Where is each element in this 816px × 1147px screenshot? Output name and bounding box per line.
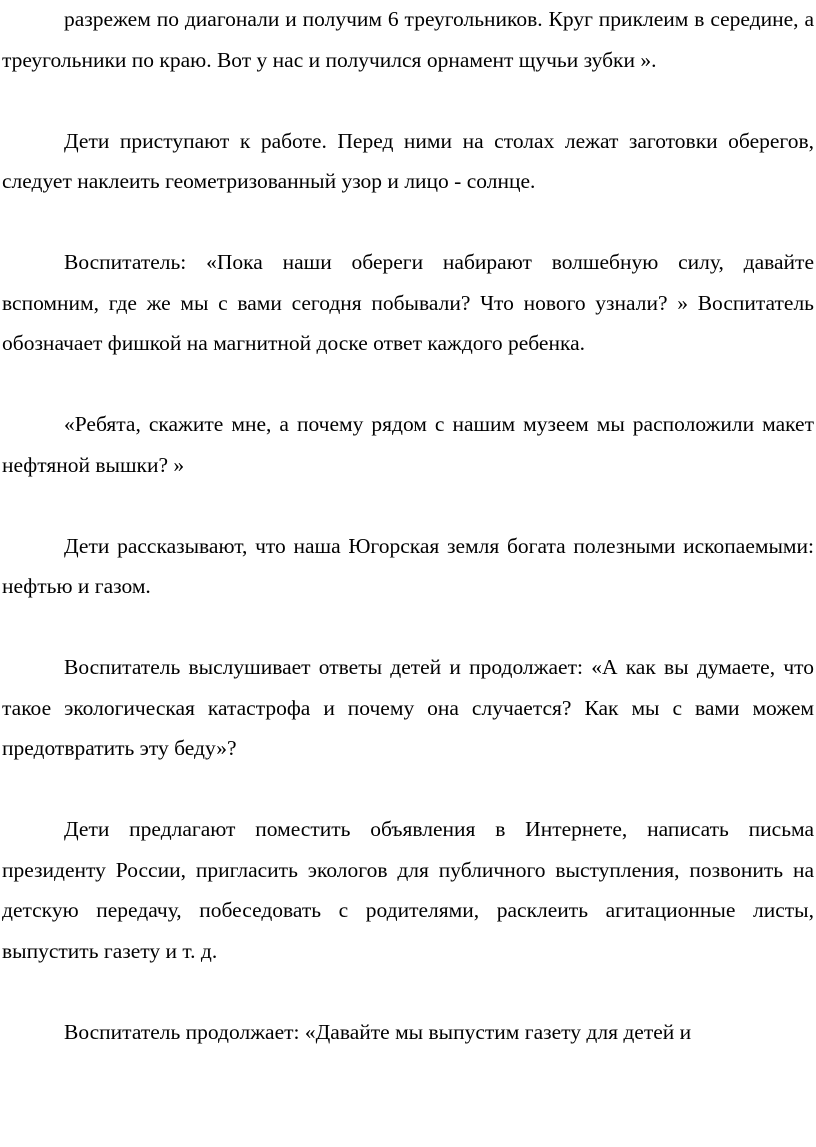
paragraph-children-start-work: Дети приступают к работе. Перед ними на столах лежат заготовки оберегов, следует наклеить геометризованный узор и лицо - солнце. <box>2 128 814 193</box>
paragraph-triangles-ornament: разрежем по диагонали и получим 6 треугольников. Круг приклеим в середине, а треугольники по краю. Вот у нас и получился орнамент щучьи зубки ». <box>2 7 814 72</box>
paragraph-ecological-catastrophe: Воспитатель выслушивает ответы детей и продолжает: «А как вы думаете, что такое экологическая катастрофа и почему она случается? Как мы с вами можем предотвратить эту беду»? <box>2 655 814 760</box>
paragraph-oil-rig-question: «Ребята, скажите мне, а почему рядом с нашим музеем мы расположили макет нефтяной вышки? » <box>2 412 814 477</box>
paragraph-yugra-resources: Дети рассказывают, что наша Югорская земля богата полезными ископаемыми: нефтью и газом. <box>2 533 814 598</box>
paragraph-children-suggestions: Дети предлагают поместить объявления в Интернете, написать письма президенту России, пригласить экологов для публичного выступления, позвонить на детскую передачу, побеседовать с родителями, расклеить агитационные листы, выпустить газету и т. д. <box>2 817 814 963</box>
paragraph-newspaper: Воспитатель продолжает: «Давайте мы выпустим газету для детей и <box>64 1019 692 1044</box>
paragraph-teacher-recap: Воспитатель: «Пока наши обереги набирают волшебную силу, давайте вспомним, где же мы с вами сегодня побывали? Что нового узнали? » Воспитатель обозначает фишкой на магнитной доске ответ каждого ребенка. <box>2 250 814 355</box>
